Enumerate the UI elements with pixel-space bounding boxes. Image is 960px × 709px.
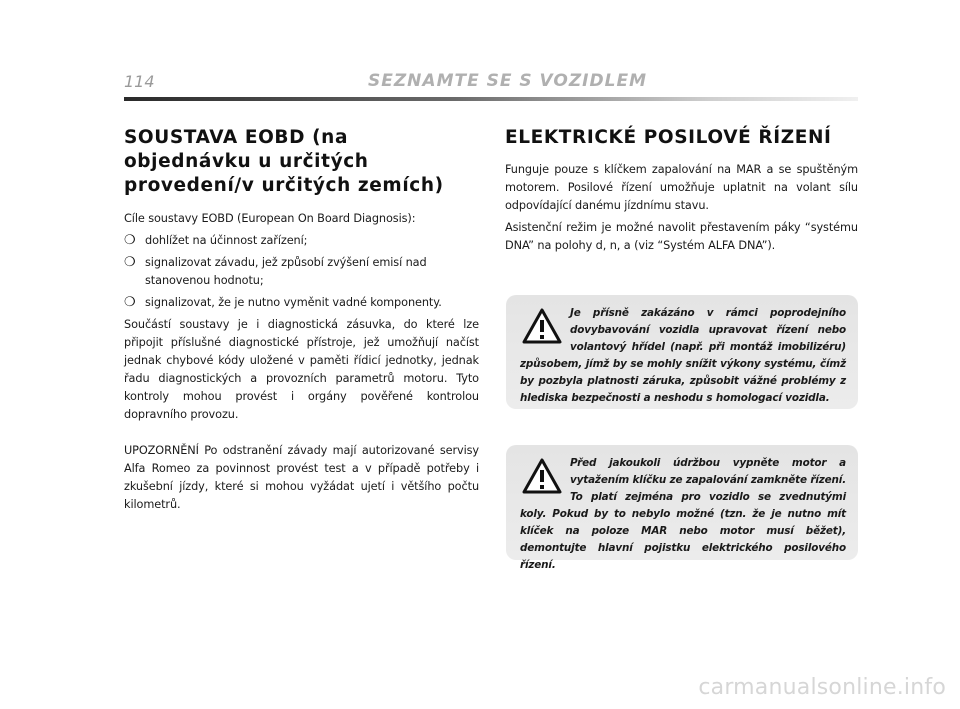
eobd-bullet-list (124, 232, 479, 312)
list-item (124, 294, 479, 312)
header-rule (124, 97, 858, 101)
list-item-text: dohlížet na účinnost zařízení; (145, 234, 308, 247)
list-item-text: signalizovat, že je nutno vyměnit vadné komponenty. (145, 296, 442, 309)
warning-triangle-icon (522, 308, 562, 344)
page-number: 114 (124, 72, 155, 91)
warning-text: Před jakoukoli údržbou vypněte motor a vytažením klíčku ze zapalování zamkněte řízení. To platí zejména pro vozidlo se zvednutými koly. Pokud by to nebylo možné (tzn. že je nutno mít klíček na poloze MAR nebo motor musí běžet), demontujte hlavní pojistku elektrického posilového řízení. (520, 457, 846, 571)
list-item (124, 232, 479, 250)
warning-triangle-icon (522, 458, 562, 494)
right-column (505, 126, 858, 255)
section-title-eobd: SOUSTAVA EOBD (na objednávku u určitých provedení/v určitých zemích) (124, 127, 444, 196)
section-title-power-steering: ELEKTRICKÉ POSILOVÉ ŘÍZENÍ (505, 127, 832, 148)
eobd-paragraph-diagnostic: Součástí soustavy je i diagnostická zásuvka, do které lze připojit příslušné diagnostické přístroje, jež umožňují načíst jednak chybové kódy uložené v paměti řídicí jednotky, jednak řadu diagnostických a provozních parametrů motoru. Tyto kontroly mohou provést i orgány pověřené kontrolou dopravního provozu. (124, 318, 479, 421)
list-item (124, 254, 479, 290)
list-item-text: signalizovat závadu, jež způsobí zvýšení emisí nad stanovenou hodnotu; (145, 256, 427, 287)
power-steering-paragraph-dna: Asistenční režim je možné navolit přestavením páky “systému DNA” na polohy d, n, a (viz “Systém ALFA DNA”). (505, 221, 858, 252)
warning-box (506, 445, 858, 571)
watermark: carmanualsonline.info (698, 675, 946, 700)
bullet-icon: ❍ (124, 233, 136, 248)
running-header: SEZNAMTE SE S VOZIDLEM (368, 71, 647, 91)
warning-text: Je přísně zakázáno v rámci poprodejního dovybavování vozidla upravovat řízení nebo volantový hřídel (např. při montáž imobilizéru) způsobem, jímž by se mohly snížit výkony systému, čímž by pozbyla platnosti záruka, způsobit vážné problémy z hlediska bezpečnosti a neshodu s homologací vozidla. (520, 307, 846, 404)
left-column (124, 126, 479, 514)
bullet-icon: ❍ (124, 255, 136, 270)
power-steering-paragraph-function: Funguje pouze s klíčkem zapalování na MAR a se spuštěným motorem. Posilové řízení umožňuje uplatnit na volant sílu odpovídající danému jízdnímu stavu. (505, 163, 858, 212)
eobd-paragraph-notice: UPOZORNĚNÍ Po odstranění závady mají autorizované servisy Alfa Romeo za povinnost provést test a v případě potřeby i zkušební jízdy, které si mohou vyžádat ujetí i většího počtu kilometrů. (124, 444, 479, 511)
bullet-icon: ❍ (124, 295, 136, 310)
warning-box (506, 295, 858, 409)
eobd-intro: Cíle soustavy EOBD (European On Board Diagnosis): (124, 212, 416, 225)
